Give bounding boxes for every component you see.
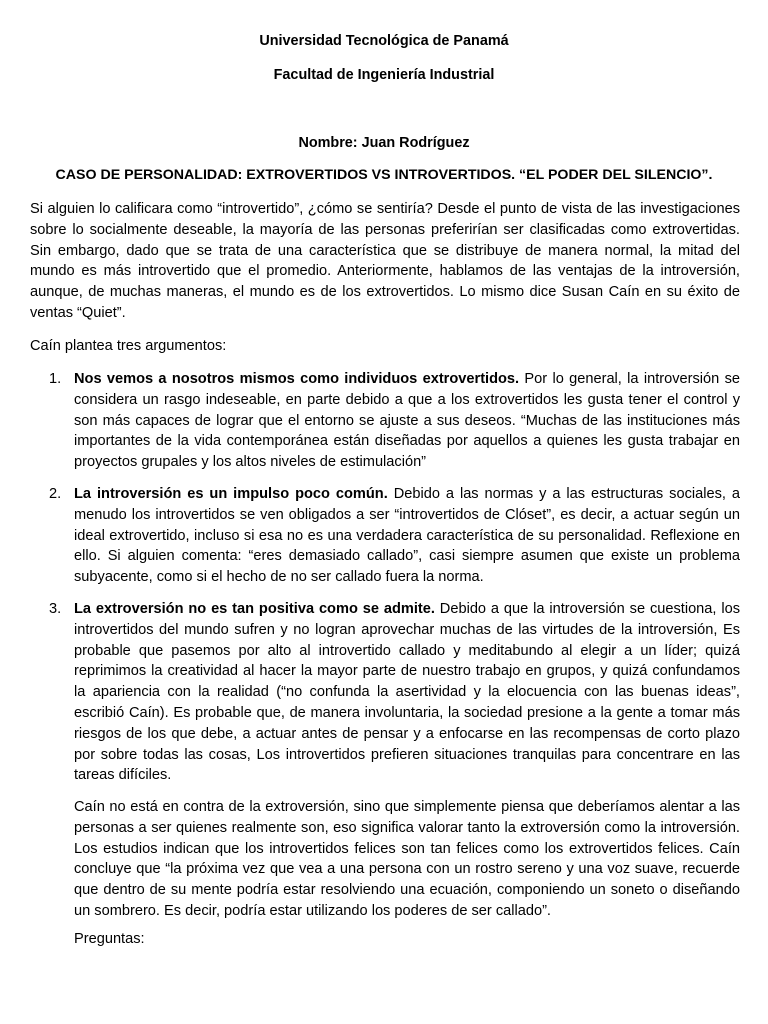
- argument-heading: Nos vemos a nosotros mismos como individuos extrovertidos.: [74, 371, 520, 387]
- argument-number: 2.: [49, 486, 62, 502]
- university-name: Universidad Tecnológica de Panamá: [259, 33, 509, 49]
- argument-item: [49, 369, 741, 473]
- argument-number: 3.: [49, 601, 62, 617]
- argument-number: 1.: [49, 371, 62, 387]
- author-name: Nombre: Juan Rodríguez: [298, 135, 470, 151]
- argument-text: Debido a las normas y a las estructuras sociales, a menudo los introvertidos se ven obligados a ser “introvertidos de Clóset”, es decir, a actuar según un ideal extrovertido, incluso si esa no es una verdadera característica de su personalidad. Reflexione en ello. Si alguien comenta: “eres demasiado callado”, casi siempre asumen que existe un problema subyacente, como si el hecho de no ser callado fuera la norma.: [74, 486, 740, 586]
- argument-text: Debido a que la introversión se cuestiona, los introvertidos del mundo sufren y no logran aprovechar muchas de las virtudes de la introversión, Es probable que pasemos por alto al introvertido callado y meditabundo al elegir a un líder; quizá reprimimos la creatividad al hacer la mayor parte de nuestro trabajo en grupos, y quizá confundamos la apariencia con la realidad (“no confunda la asertividad y la elocuencia con las buenas ideas”, escribió Caín). Es probable que, de manera involuntaria, la sociedad presione a la gente a tomar más riesgos de los que debe, a actuar antes de pensar y a enfocarse en las recompensas de corto plazo por sobre todas las cosas, Los introvertidos prefieren situaciones tranquilas para concentrare en las tareas difíciles.: [74, 601, 740, 784]
- argument-text: Por lo general, la introversión se considera un rasgo indeseable, en parte debido a que a los extrovertidos les gusta tener el control y son más capaces de lograr que el entorno se ajuste a sus deseos. “Muchas de las instituciones más importantes de la vida contemporánea están diseñadas por aquellos a quienes les gusta trabajar en proyectos grupales y los altos niveles de estimulación”: [74, 371, 741, 471]
- questions-label: Preguntas:: [74, 931, 145, 947]
- case-title: CASO DE PERSONALIDAD: EXTROVERTIDOS VS INTROVERTIDOS. “EL PODER DEL SILENCIO”.: [55, 167, 713, 183]
- intro-paragraph: Si alguien lo calificara como “introvertido”, ¿cómo se sentiría? Desde el punto de vista de las investigaciones sobre lo socialmente deseable, la mayoría de las personas preferirían ser clasificadas como extrovertidas. Sin embargo, dado que se trata de una característica que se distribuye de manera normal, la mitad del mundo es más introvertido que el promedio. Anteriormente, hablamos de las ventajas de la introversión, aunque, de muchas maneras, el mundo es de los extrovertidos. Lo mismo dice Susan Caín en su éxito de ventas “Quiet”.: [30, 201, 740, 321]
- closing-paragraph: Caín no está en contra de la extroversión, sino que simplemente piensa que deberíamos alentar a las personas a ser quienes realmente son, eso significa valorar tanto la extroversión como la introversión. Los estudios indican que los introvertidos felices son tan felices como los extrovertidos felices. Caín concluye que “la próxima vez que vea a una persona con un rostro sereno y una voz suave, recuerde que dentro de su mente podría estar resolviendo una ecuación, componiendo un soneto o diseñando un sombrero. Es decir, podría estar utilizando los poderes de ser callado”.: [74, 799, 740, 919]
- faculty-name: Facultad de Ingeniería Industrial: [273, 67, 495, 83]
- arguments-lead: Caín plantea tres argumentos:: [30, 338, 227, 354]
- argument-heading: La extroversión no es tan positiva como se admite.: [74, 601, 435, 617]
- argument-item: [49, 599, 740, 786]
- argument-item: [49, 484, 740, 588]
- argument-heading: La introversión es un impulso poco común.: [74, 486, 388, 502]
